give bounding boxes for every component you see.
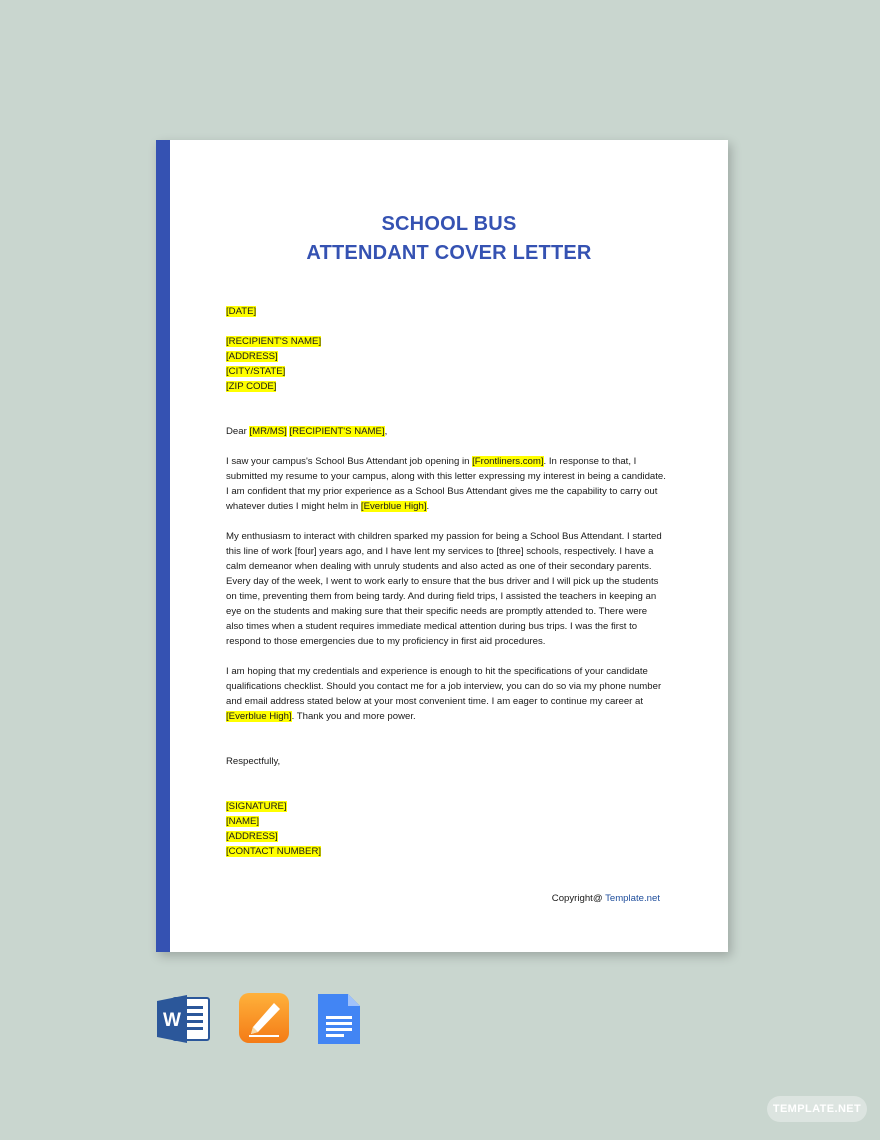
recipient-name: [RECIPIENT'S NAME]	[226, 336, 322, 347]
sender-contact: [CONTACT NUMBER]	[226, 846, 322, 857]
sender-name: [NAME]	[226, 816, 260, 827]
date-field: [DATE]	[226, 306, 257, 317]
word-icon[interactable]	[155, 992, 211, 1046]
title-line-1: SCHOOL BUS	[381, 213, 517, 235]
letter-title	[170, 210, 728, 268]
recipient-address: [ADDRESS]	[226, 351, 278, 362]
copyright-link[interactable]: Template.net	[605, 893, 660, 904]
letter-page	[156, 140, 728, 952]
copyright: Copyright@ Template.net	[551, 893, 660, 904]
paragraph-1: I saw your campus's School Bus Attendant job opening in [Frontliners.com]. In response to that, I submitted my resume to your campus, along with this letter expressing my interest in being a candidate. I am confident that my prior experience as a School Bus Attendant gives me the capability to carry out whatever duties I might helm in [Everblue High].	[226, 456, 666, 512]
svg-text:W: W	[163, 1010, 181, 1031]
signature-field: [SIGNATURE]	[226, 801, 287, 812]
paragraph-3: I am hoping that my credentials and experience is enough to hit the specifications of your candidate qualifications checklist. Should you contact me for a job interview, you can do so via my phone number and email address stated below at your most convenient time. I am eager to continue my career at [Everblue High]. Thank you and more power.	[226, 666, 662, 722]
letter-body	[226, 304, 666, 859]
accent-bar	[156, 140, 170, 952]
recipient-block	[226, 334, 666, 394]
recipient-zip: [ZIP CODE]	[226, 381, 277, 392]
title-line-2: ATTENDANT COVER LETTER	[306, 242, 592, 264]
sender-address: [ADDRESS]	[226, 831, 278, 842]
google-docs-icon[interactable]	[316, 992, 372, 1046]
recipient-city: [CITY/STATE]	[226, 366, 286, 377]
salutation: Dear [MR/MS] [RECIPIENT'S NAME],	[226, 426, 388, 437]
paragraph-2: My enthusiasm to interact with children sparked my passion for being a School Bus Attendant. I started this line of work [four] years ago, and I have lent my services to [three] schools, respectively. I have a calm demeanor when dealing with unruly students and also acted as one of their secondary parents. Every day of the week, I went to work early to ensure that the bus driver and I will pick up the students on time, preventing them from being tardy. And during field trips, I assisted the teachers in keeping an eye on the students and making sure that their specific needs are promptly attended to. There were also times when a student requires immediate medical attention during bus trips. I was the first to respond to those emergencies due to my proficiency in first aid procedures.	[226, 531, 662, 647]
closing: Respectfully,	[226, 756, 281, 767]
pages-icon[interactable]	[238, 992, 294, 1046]
watermark-badge: TEMPLATE.NET	[767, 1096, 867, 1122]
signature-block	[226, 799, 666, 859]
